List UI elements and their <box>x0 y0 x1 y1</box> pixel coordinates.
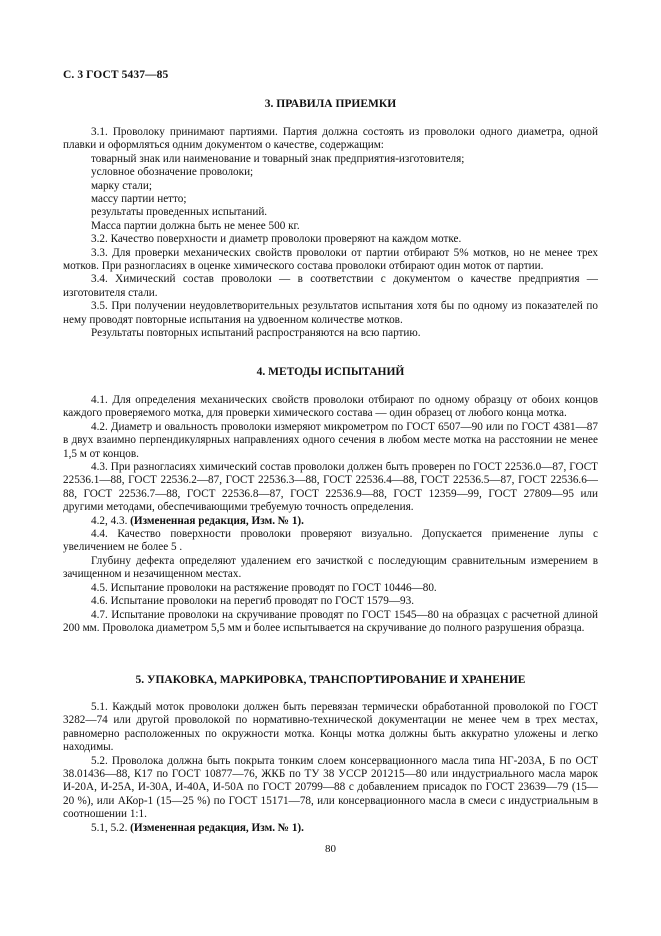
paragraph-5-2: 5.2. Проволока должна быть покрыта тонким слоем консервационного масла типа НГ-203А, Б по ОСТ 38.01436—88, К17 по ГОСТ 10877—76, ЖКБ по ТУ 38 УССР 201215—80 или индустриального масла марок И-20А, И-25А, И-30А, И-40А, И-50А по ГОСТ 20799—88 с добавлением присадок по ГОСТ 23639—79 (15—20 %), или АКор-1 (15—25 %) по ГОСТ 15171—78, или консервационного масла в смеси с индустриальным в соотношении 1:1. <box>63 754 598 821</box>
amendment-note-5 <box>63 822 598 835</box>
page-header: С. 3 ГОСТ 5437—85 <box>63 69 169 81</box>
paragraph-4-4: 4.4. Качество поверхности проволоки проверяют визуально. Допускается применение лупы с увеличением не более 5 . <box>63 528 598 554</box>
section-4-body <box>63 394 598 635</box>
paragraph-3-5-note: Результаты повторных испытаний распространяются на всю партию. <box>91 327 421 340</box>
section-4-title: 4. МЕТОДЫ ИСПЫТАНИЙ <box>256 366 405 378</box>
paragraph-3-4: 3.4. Химический состав проволоки — в соответствии с документом о качестве предприятия — изготовителя стали. <box>63 273 598 299</box>
section-5-title: 5. УПАКОВКА, МАРКИРОВКА, ТРАНСПОРТИРОВАНИЕ И ХРАНЕНИЕ <box>135 674 526 686</box>
paragraph-3-3: 3.3. Для проверки механических свойств проволоки от партии отбирают 5% мотков, но не менее трех мотков. При разногласиях в оценке химического состава проволоки отбирают один моток от партии. <box>63 246 598 273</box>
paragraph-4-7: 4.7. Испытание проволоки на скручивание проводят по ГОСТ 1545—80 на образцах с расчетной длиной 200 мм. Проволока диаметром 5,5 мм и более испытывается на скручивание до полного разрушения образца. <box>63 608 598 634</box>
page-number: 80 <box>325 843 336 855</box>
paragraph-4-1: 4.1. Для определения механических свойств проволоки отбирают по одному образцу от обоих концов каждого проверяемого мотка, для проверки химического состава — один образец от любого конца мотка. <box>63 394 598 420</box>
section-3-title: 3. ПРАВИЛА ПРИЕМКИ <box>264 98 397 110</box>
paragraph-4-2: 4.2. Диаметр и овальность проволоки измеряют микрометром по ГОСТ 6507—90 или по ГОСТ 4381—87 в двух взаимно перпендикулярных направлениях одного сечения в любом месте мотка на расстоянии не менее 1,5 м от концов. <box>63 420 598 460</box>
paragraph-4-6: 4.6. Испытание проволоки на перегиб проводят по ГОСТ 1579—93. <box>91 595 415 608</box>
section-5-body <box>63 701 598 835</box>
amendment-label: (Измененная редакция, Изм. № 1). <box>130 514 304 527</box>
amendment-prefix: 4.2, 4.3. <box>91 514 131 527</box>
amendment-prefix: 5.1, 5.2. <box>91 821 131 834</box>
paragraph-4-4-note: Глубину дефекта определяют удалением его зачисткой с последующим сравнительным измерением в зачищенном и незачищенном местах. <box>63 554 598 581</box>
paragraph-3-1: 3.1. Проволоку принимают партиями. Партия должна состоять из проволоки одного диаметра, одной плавки и оформляться одним документом о качестве, содержащим: <box>63 126 598 152</box>
list-item: массу партии нетто; <box>91 193 187 206</box>
list-item: результаты проведенных испытаний. <box>91 206 268 219</box>
paragraph-3-2: 3.2. Качество поверхности и диаметр проволоки проверяют на каждом мотке. <box>91 233 462 246</box>
list-item: марку стали; <box>91 179 152 192</box>
amendment-note-4 <box>63 515 598 528</box>
list-item: товарный знак или наименование и товарный знак предприятия-изготовителя; <box>91 152 465 165</box>
amendment-label: (Измененная редакция, Изм. № 1). <box>130 821 304 834</box>
paragraph-3-5: 3.5. При получении неудовлетворительных результатов испытания хотя бы по одному из показателей по нему проводят повторные испытания на удвоенном количестве мотков. <box>63 300 598 326</box>
paragraph-4-5: 4.5. Испытание проволоки на растяжение проводят по ГОСТ 10446—80. <box>91 581 437 594</box>
paragraph-5-1: 5.1. Каждый моток проволоки должен быть перевязан термически обработанной проволокой по ГОСТ 3282—74 или другой проволокой по нормативно-технической документации не менее чем в трех местах, равномерно расположенных по окружности мотка. Концы мотка должны быть аккуратно уложены и легко находимы. <box>63 701 598 754</box>
list-item: Масса партии должна быть не менее 500 кг. <box>91 219 300 232</box>
list-item: условное обозначение проволоки; <box>91 166 254 179</box>
section-3-body <box>63 126 598 341</box>
paragraph-4-3: 4.3. При разногласиях химический состав проволоки должен быть проверен по ГОСТ 22536.0—87, ГОСТ 22536.1—88, ГОСТ 22536.2—87, ГОСТ 22536.3—88, ГОСТ 22536.4—88, ГОСТ 22536.5—87, ГОСТ 22536.6—88, ГОСТ 22536.7—88, ГОСТ 22536.8—87, ГОСТ 22536.9—88, ГОСТ 12359—99, ГОСТ 27809—95 или другими методами, обеспечивающими требуемую точность определения. <box>63 461 598 514</box>
